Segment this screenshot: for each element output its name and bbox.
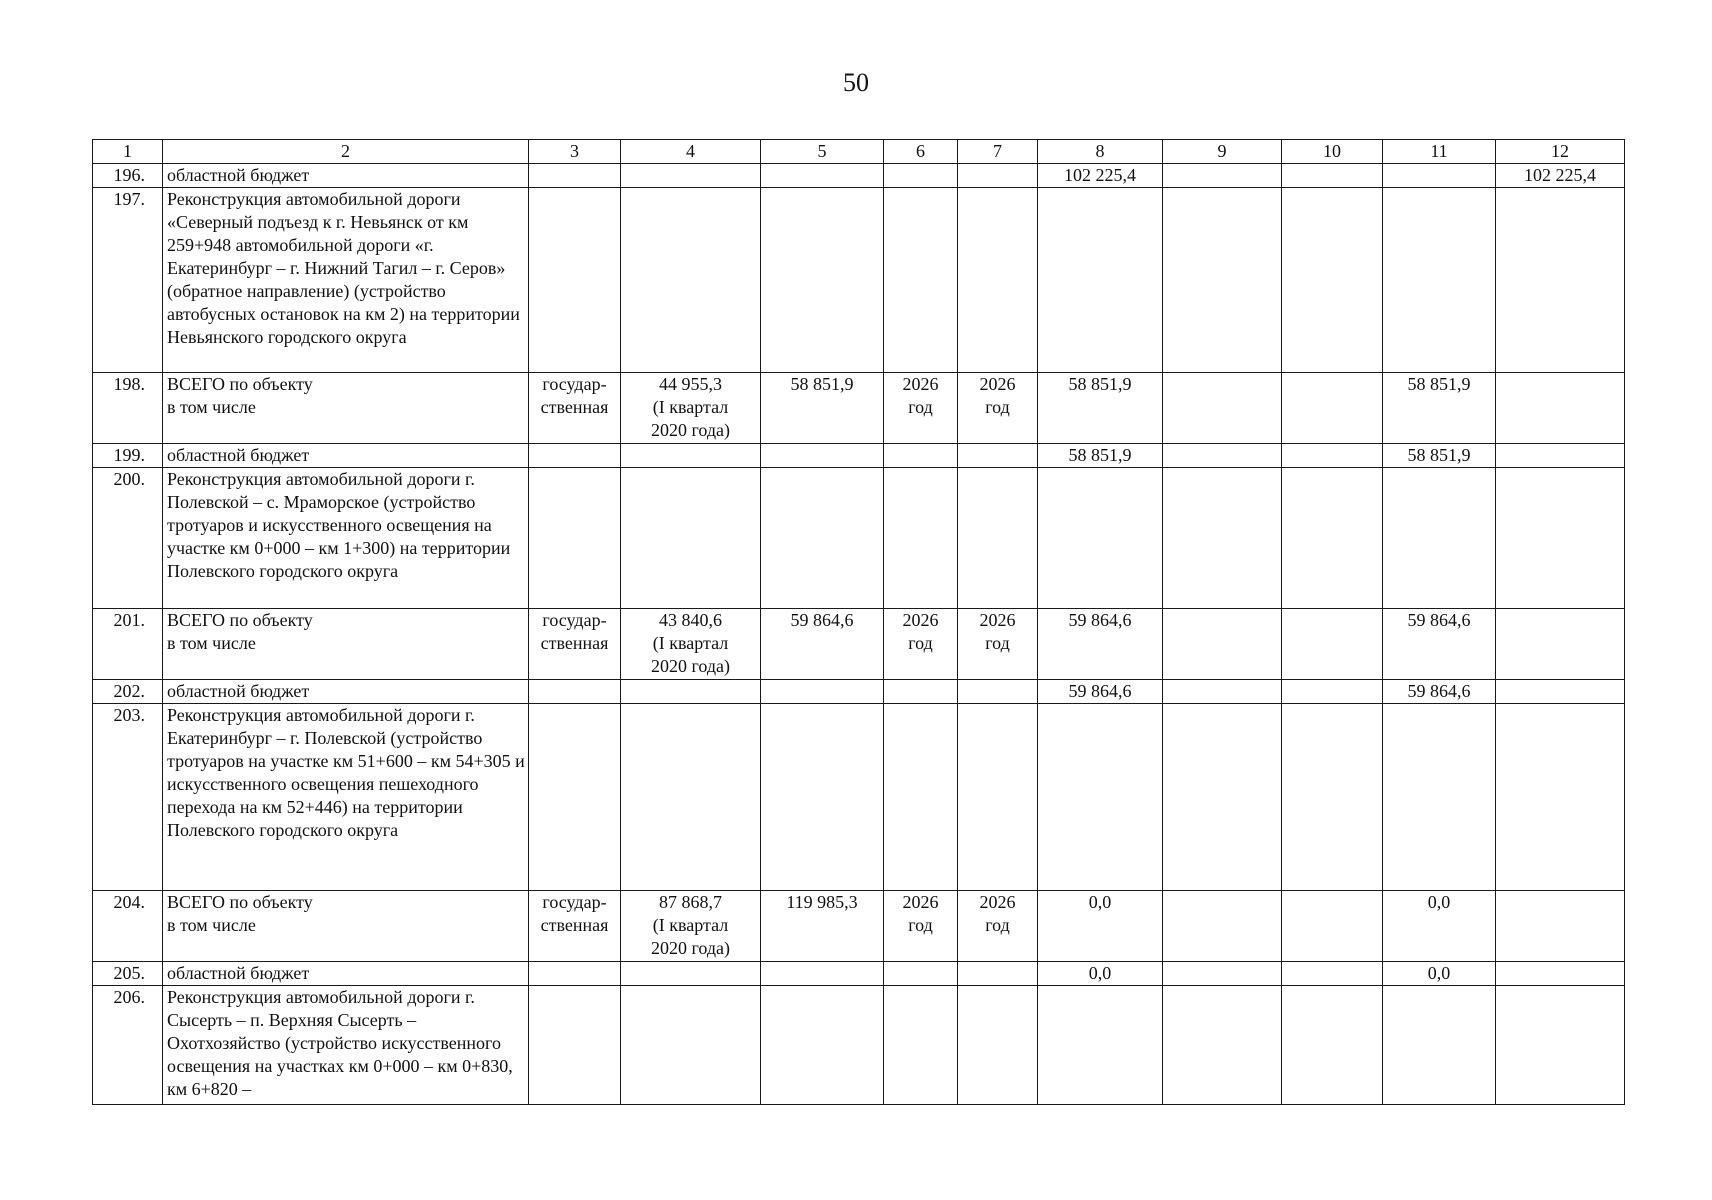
cell-col7 xyxy=(958,704,1038,891)
cell-col10 xyxy=(1282,468,1383,609)
item-name: ВСЕГО по объекту в том числе xyxy=(163,891,529,962)
cell-col5 xyxy=(761,444,884,468)
cell-col4: 43 840,6 (I квартал 2020 года) xyxy=(621,609,761,680)
item-name: Реконструкция автомобильной дороги г. Екатеринбург – г. Полевской (устройство тротуаров на участке км 51+600 – км 54+305 и искусственного освещения пешеходного перехода на км 52+446) на территории Полевского городского округа xyxy=(163,704,529,891)
cell-col12 xyxy=(1496,986,1625,1105)
row-number: 205. xyxy=(93,962,163,986)
cell-col7 xyxy=(958,986,1038,1105)
cell-col8: 58 851,9 xyxy=(1038,373,1163,444)
cell-col3 xyxy=(529,444,621,468)
cell-col11 xyxy=(1383,704,1496,891)
cell-col6: 2026 год xyxy=(884,609,958,680)
column-header: 6 xyxy=(884,140,958,164)
cell-col8 xyxy=(1038,188,1163,373)
column-header: 1 xyxy=(93,140,163,164)
cell-col9 xyxy=(1163,891,1282,962)
column-number-row xyxy=(93,140,1625,164)
cell-col4 xyxy=(621,680,761,704)
cell-col12: 102 225,4 xyxy=(1496,164,1625,188)
cell-col3: государ- ственная xyxy=(529,609,621,680)
item-name: ВСЕГО по объекту в том числе xyxy=(163,373,529,444)
cell-col7 xyxy=(958,164,1038,188)
cell-col11: 0,0 xyxy=(1383,891,1496,962)
column-header: 8 xyxy=(1038,140,1163,164)
cell-col9 xyxy=(1163,962,1282,986)
cell-col3 xyxy=(529,704,621,891)
cell-col7 xyxy=(958,188,1038,373)
cell-col9 xyxy=(1163,164,1282,188)
cell-col3 xyxy=(529,962,621,986)
row-number: 199. xyxy=(93,444,163,468)
cell-col7 xyxy=(958,680,1038,704)
cell-col5 xyxy=(761,468,884,609)
column-header: 4 xyxy=(621,140,761,164)
table-row xyxy=(93,444,1625,468)
cell-col6: 2026 год xyxy=(884,891,958,962)
cell-col7: 2026 год xyxy=(958,609,1038,680)
table-row xyxy=(93,680,1625,704)
cell-col10 xyxy=(1282,609,1383,680)
cell-col5 xyxy=(761,680,884,704)
column-header: 5 xyxy=(761,140,884,164)
cell-col4: 87 868,7 (I квартал 2020 года) xyxy=(621,891,761,962)
cell-col10 xyxy=(1282,373,1383,444)
table-row xyxy=(93,609,1625,680)
cell-col8: 0,0 xyxy=(1038,891,1163,962)
cell-col4 xyxy=(621,962,761,986)
column-header: 2 xyxy=(163,140,529,164)
cell-col10 xyxy=(1282,891,1383,962)
item-name: областной бюджет xyxy=(163,444,529,468)
cell-col6 xyxy=(884,468,958,609)
cell-col12 xyxy=(1496,188,1625,373)
cell-col6 xyxy=(884,986,958,1105)
column-header: 9 xyxy=(1163,140,1282,164)
cell-col11 xyxy=(1383,986,1496,1105)
row-number: 206. xyxy=(93,986,163,1105)
cell-col5 xyxy=(761,704,884,891)
item-name: Реконструкция автомобильной дороги г. Полевской – с. Мраморское (устройство тротуаров и искусственного освещения на участке км 0+000 – км 1+300) на территории Полевского городского округа xyxy=(163,468,529,609)
cell-col11 xyxy=(1383,164,1496,188)
item-name: Реконструкция автомобильной дороги г. Сысерть – п. Верхняя Сысерть – Охотхозяйство (устройство искусственного освещения на участках км 0+000 – км 0+830, км 6+820 – xyxy=(163,986,529,1105)
cell-col4 xyxy=(621,986,761,1105)
table-row xyxy=(93,891,1625,962)
cell-col10 xyxy=(1282,704,1383,891)
cell-col9 xyxy=(1163,609,1282,680)
row-number: 202. xyxy=(93,680,163,704)
table-row xyxy=(93,188,1625,373)
cell-col4 xyxy=(621,468,761,609)
cell-col5 xyxy=(761,164,884,188)
column-header: 12 xyxy=(1496,140,1625,164)
cell-col11: 59 864,6 xyxy=(1383,609,1496,680)
cell-col12 xyxy=(1496,962,1625,986)
cell-col10 xyxy=(1282,986,1383,1105)
cell-col12 xyxy=(1496,373,1625,444)
table-row xyxy=(93,986,1625,1105)
item-name: областной бюджет xyxy=(163,680,529,704)
cell-col9 xyxy=(1163,704,1282,891)
table-row xyxy=(93,373,1625,444)
item-name: областной бюджет xyxy=(163,962,529,986)
cell-col8 xyxy=(1038,986,1163,1105)
cell-col3: государ- ственная xyxy=(529,373,621,444)
column-header: 7 xyxy=(958,140,1038,164)
cell-col9 xyxy=(1163,188,1282,373)
cell-col9 xyxy=(1163,680,1282,704)
cell-col10 xyxy=(1282,188,1383,373)
cell-col3 xyxy=(529,680,621,704)
cell-col7 xyxy=(958,444,1038,468)
cell-col7 xyxy=(958,962,1038,986)
cell-col9 xyxy=(1163,373,1282,444)
cell-col3 xyxy=(529,986,621,1105)
table-row xyxy=(93,164,1625,188)
row-number: 197. xyxy=(93,188,163,373)
cell-col5: 58 851,9 xyxy=(761,373,884,444)
cell-col9 xyxy=(1163,986,1282,1105)
cell-col9 xyxy=(1163,444,1282,468)
cell-col4: 44 955,3 (I квартал 2020 года) xyxy=(621,373,761,444)
cell-col3: государ- ственная xyxy=(529,891,621,962)
cell-col6 xyxy=(884,680,958,704)
cell-col11: 58 851,9 xyxy=(1383,444,1496,468)
cell-col8: 59 864,6 xyxy=(1038,680,1163,704)
cell-col11 xyxy=(1383,188,1496,373)
cell-col8: 58 851,9 xyxy=(1038,444,1163,468)
cell-col8 xyxy=(1038,468,1163,609)
row-number: 204. xyxy=(93,891,163,962)
cell-col12 xyxy=(1496,704,1625,891)
cell-col10 xyxy=(1282,164,1383,188)
table-row xyxy=(93,468,1625,609)
cell-col12 xyxy=(1496,609,1625,680)
item-name: ВСЕГО по объекту в том числе xyxy=(163,609,529,680)
cell-col4 xyxy=(621,704,761,891)
cell-col6 xyxy=(884,164,958,188)
cell-col6 xyxy=(884,962,958,986)
cell-col12 xyxy=(1496,444,1625,468)
table-row xyxy=(93,704,1625,891)
row-number: 196. xyxy=(93,164,163,188)
row-number: 203. xyxy=(93,704,163,891)
cell-col4 xyxy=(621,188,761,373)
cell-col9 xyxy=(1163,468,1282,609)
cell-col6 xyxy=(884,704,958,891)
cell-col8: 0,0 xyxy=(1038,962,1163,986)
cell-col3 xyxy=(529,468,621,609)
cell-col7 xyxy=(958,468,1038,609)
cell-col8: 102 225,4 xyxy=(1038,164,1163,188)
cell-col4 xyxy=(621,444,761,468)
cell-col7: 2026 год xyxy=(958,373,1038,444)
cell-col12 xyxy=(1496,891,1625,962)
item-name: Реконструкция автомобильной дороги «Северный подъезд к г. Невьянск от км 259+948 автомобильной дороги «г. Екатеринбург – г. Нижний Тагил – г. Серов» (обратное направление) (устройство автобусных остановок на км 2) на территории Невьянского городского округа xyxy=(163,188,529,373)
table-row xyxy=(93,962,1625,986)
cell-col5 xyxy=(761,986,884,1105)
cell-col8: 59 864,6 xyxy=(1038,609,1163,680)
page-number: 50 xyxy=(843,68,869,97)
cell-col10 xyxy=(1282,962,1383,986)
cell-col11: 58 851,9 xyxy=(1383,373,1496,444)
cell-col5 xyxy=(761,188,884,373)
cell-col6: 2026 год xyxy=(884,373,958,444)
item-name: областной бюджет xyxy=(163,164,529,188)
column-header: 10 xyxy=(1282,140,1383,164)
cell-col7: 2026 год xyxy=(958,891,1038,962)
cell-col6 xyxy=(884,444,958,468)
cell-col11: 0,0 xyxy=(1383,962,1496,986)
cell-col11 xyxy=(1383,468,1496,609)
cell-col5: 119 985,3 xyxy=(761,891,884,962)
budget-table xyxy=(92,139,1625,1105)
cell-col10 xyxy=(1282,444,1383,468)
cell-col11: 59 864,6 xyxy=(1383,680,1496,704)
row-number: 200. xyxy=(93,468,163,609)
cell-col3 xyxy=(529,164,621,188)
cell-col4 xyxy=(621,164,761,188)
cell-col8 xyxy=(1038,704,1163,891)
row-number: 198. xyxy=(93,373,163,444)
column-header: 3 xyxy=(529,140,621,164)
cell-col3 xyxy=(529,188,621,373)
cell-col12 xyxy=(1496,468,1625,609)
cell-col12 xyxy=(1496,680,1625,704)
cell-col5: 59 864,6 xyxy=(761,609,884,680)
cell-col10 xyxy=(1282,680,1383,704)
cell-col5 xyxy=(761,962,884,986)
row-number: 201. xyxy=(93,609,163,680)
cell-col6 xyxy=(884,188,958,373)
column-header: 11 xyxy=(1383,140,1496,164)
